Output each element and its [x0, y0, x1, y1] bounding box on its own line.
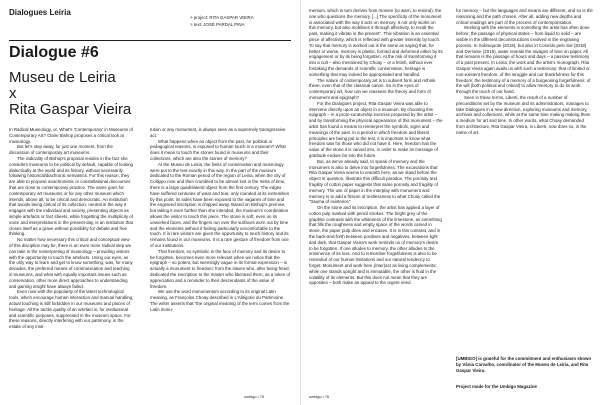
page-number-right: umbigo • 76 — [309, 395, 330, 399]
paragraph: No matter how necessary this critical and conceptual view of this discipline may be, there is an even more radical step we can take in the reinterpreting of museology – providing visitors with the opportunity to touch the artefacts. Using our eyes, as the only way to learn and get to know something, was, for many decades, the preferred means of communication and teaching in museums, and what with equally important issues such as conservation, other more direct approaches to understanding and gaining insight have always failed. — [9, 237, 133, 289]
author-label: > text: JOSÉ PARDAL PINA — [190, 22, 245, 27]
right-column-2 — [456, 8, 593, 136]
paragraph: On the stone and its inscription, the artist has applied a layer of cotton pulp marked with pencil strokes. The bright grey of the graphite contrasts with the whiteness of the limestone, as something that fills the roughness and empty space of the words carved in stone, the paper pulp dries and encases. It is in this contrast, and in the back-and-forth between positives and negatives, between light and dark, that Gaspar Vieira's work reminds us of memory's desire to be forgotten. If one alludes to memory, the other alludes to the imminence of its loss. And to remember forgetfulness is also to be reminded of our human limitations and our natural tendency to forget. Monument and work here (inter)act as living complements: while one stands upright and is immutable, the other is fluid in the volatility of its elements. But this does not mean that they are opposites – both make an appeal to the urgent need — [309, 205, 442, 286]
paragraph: mentum, which in turn derives from monere (to warn, to remind), the one who questions the memory. [...] The specificity of the monument is associated with the way it acts on memory. It not only works on this memory, but also mobilises it through affectivity, to recall the past, making it vibrate in the present". This vibration is an essential piece of affectivity, which is reflected with greater intensity by touch. To say that memory is worked out is the same as saying that, for better or worse, memory is plastic, formed and deformed either by its engagement or by its being forgotten. At the risk of transforming it into a cult – also mentioned by Choay – or a fetish, without ever forsaking the demands of scientific conservation, heritage is something that may indeed be appropriated and handled. — [309, 8, 443, 77]
right-column-1 — [309, 8, 443, 286]
project-note: Project made for the Umbigo Magazine — [456, 384, 537, 389]
paragraph: We use the word monumentum according to its original Latin meaning, as Françoise Choay described in L'Allégorie du Patrimoine. The writer asserts that "the original meaning of the term comes from the Latin monu- — [150, 289, 290, 312]
paragraph: for memory – but the languages and means are different, and so is the reasoning and the path chosen. After all, adding new depths and critical readings are part of the process of contemporisation. — [456, 8, 593, 25]
paragraph: The radicality of Bishop's proposal resides in the fact she considers museums to be political by default, capable of looking dialectically at the world and its history, without necessarily following historical/diachronic semantics. For this reason, they are able to propose anachronistic or constellational discourses that are close to contemporary practice. The same goes for contemporary art museums or for any other museum which intends, above all, to be critical and democratic. An institution that avoids being critical of its collection, neutral in the way it engages with the individual and society, presenting objects as simple artefacts or fact sheets, while forgetting the multiplicity of voice and interpretations in the present-day, is an institution that closes itself as a grave without possibility for debate and free thinking. — [9, 155, 133, 237]
paragraph: tution or any monument, is always seen as a supremely transgressive act. — [150, 127, 286, 138]
paragraph: But let's step away, for just one moment, from the discussion of contemporary art museums. — [9, 144, 113, 156]
title-line-2: x — [9, 85, 17, 102]
project-label: > project: RITA GASPAR VIEIRA — [190, 15, 254, 20]
paragraph: Working with the elements is something the artist has often done before; the passage of physical states – from liquid to solid – are visible in the different deconstructions involved in the engraving process. In Sobrequote (2019), but also in Colorido pelo Sal (2018) and Derrame (2018), water reveals the ravages of time on paper. All that remains is the passage of hours and days – a passive testimony of a past present. In Leiria, the work and the artist's monograph, Rita Gaspar Vieira again avails us with such a testimony: that of limited or non-existent freedom, of the struggle and our thankfulness for this freedom; the testimony of a memory of a burgeoning forgetfulness; of the will (both political and critical) to allow memory to do its work through the touch of our hand. — [456, 25, 591, 95]
paragraph: Seen in these terms, Liberti, the result of a number of preconditions set by the museum and its administrators, manages to take Dialogues in a new direction, exploring museums and memory, archives and collections, while at the same time making making them a medium for art and time. In other words, what Choay demanded from architecture, Rita Gaspar Vieira, in Liberti, now does so, in the name of art. — [456, 94, 591, 135]
paragraph: For the Dialogues project, Rita Gaspar Vieira was able to intervene directly upon an object in a museum. By choosing this epigraph – in a proto-curatorship exercise proposed by the artist – and by transforming the physical appearance of this monument – the artist has found a means to reinterpret the symbols, signs and meanings of the past. In a period in which freedom and liberal principles are being put to the test, it is important to know what freedom was for those who did not have it. Here, freedom has the value of the stone it is carved into, in order to make its message of gratitude endure far into the future. — [309, 100, 443, 158]
paragraph: What happens when an object from the past, for political or pedagogical reasons, is exposed to human touch in a museum? What does it mean to touch the stones found in museums and their collections, which are also the stones of memory? — [150, 138, 286, 161]
magazine-title: Dialogues Leiria — [9, 8, 71, 17]
paragraph: In Radical Museology, or, What's 'Contemporary' in Museums of Contemporary Art? Claire Bishop proposes a critical look at museology. — [9, 127, 133, 144]
paragraph: That freedom, so symbolic in the face of memory and its desire to be forgotten, becomes even more relevant when we notice that the epigraph – so potent, but seemingly vague in its formal expression – is actually a monument to freedom: from the slaves who, after being freed, dedicated the inscription to the master who liberated them, as a token of appreciation and a reminder to their descendants of the value of freedom. — [150, 248, 291, 289]
acknowledgement: [UMBIGO] is grateful for the commitment and enthusiasm shown by Vânia Carvalho, coordinator of the Museu de Leiria, and Rita Gaspar Vieira. — [456, 356, 592, 373]
paragraph: The nature of contemporary art is to subvert form and rethink these, even that of the classical canon. So in the eyes of contemporary art, how can we reassess the theory and form of monument and epigraph? — [309, 77, 436, 100]
paragraph: Even now with the popularity of the latest technological tools, which encourage human interaction and manual handling, actual touching is still forbidden in our museums and places of heritage. All the tactile quality of an artefact is, for institutional and scientific purposes, suppressed in the museum space. For these reasons, directly interfering with our patrimony, in the estate of any insti- — [9, 289, 134, 330]
paragraph: But, as we've already said, to speak of memory and the monument is also to delve into forgetfulness. The excavations that Rita Gaspar Vieira seems to unearth here, as we stand before the object in question, illustrate this difficult paradox. The porosity and fragility of cotton paper suggests that same porosity and fragility of memory. The use of paper in the interplay with monument and memory is to add a frisson of restlessness to what Choay called the "trauma of existence". — [309, 158, 441, 205]
paragraph: At the Museu de Leiria, the limits of conservation and museology were put to the test exactly in this way. In the part of the museum dedicated to the Roman period of the region of Leiria, when the city of Collippo rose and then crumbled to be almost lost in the mists of time, there is a large quadrilateral object from the first century. The edges have suffered centuries of wear and tear, only rounded at its extremities by this point; its sides have been exposed to the vagaries of time and the engraved inscription is chipped away. Based on Bishop's premise, but taking it even further than she intended, the museum's coordination allows the visitor to touch this piece. The stone is soft, even on its unworked faces, and the fingers run over the surfaces worn out by time and the elements without it feeling particularly uncomfortable to the touch. It is rare visitors are given the opportunity to touch history and its remains found in our museums. It is a rare gesture of freedom from one of our institutions. — [150, 161, 290, 248]
title-line-1: Museu de Leiria — [9, 69, 116, 86]
page-number-left: umbigo • 75 — [244, 395, 265, 399]
dialogue-heading: Dialogue #6 — [9, 44, 99, 61]
title-line-3: Rita Gaspar Vieira — [9, 101, 132, 118]
